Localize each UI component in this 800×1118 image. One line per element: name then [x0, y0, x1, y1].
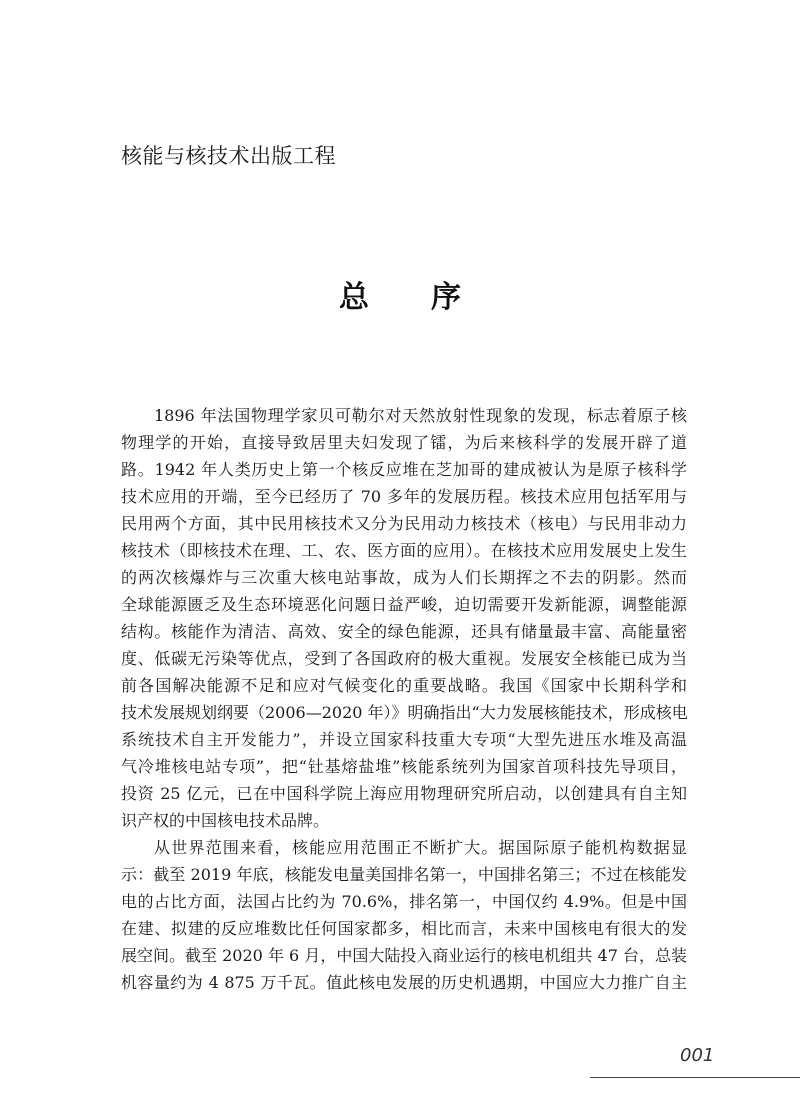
text-line: 全球能源匮乏及生态环境恶化问题日益严峻，迫切需要开发新能源，调整能源 [121, 595, 687, 614]
text-line: 系统技术自主开发能力”，并设立国家科技重大专项“大型先进压水堆及高温 [121, 730, 687, 749]
paragraph-1 [121, 402, 687, 834]
paragraph-2 [121, 834, 687, 996]
page-number: 001 [680, 1045, 715, 1066]
body-text [121, 402, 687, 996]
text-line: 技术发展规划纲要（2006—2020 年）》明确指出“大力发展核能技术，形成核电 [121, 703, 688, 722]
text-line: 的两次核爆炸与三次重大核电站事故，成为人们长期挥之不去的阴影。然而 [121, 568, 687, 587]
text-line: 电的占比方面，法国占比约为 70.6%，排名第一，中国仅约 4.9%。但是中国 [121, 892, 687, 911]
text-line: 机容量约为 4 875 万千瓦。值此核电发展的历史机遇期，中国应大力推广自主 [121, 973, 687, 992]
text-line: 结构。核能作为清洁、高效、安全的绿色能源，还具有储量最丰富、高能量密 [121, 622, 687, 641]
text-line: 民用两个方面，其中民用核技术又分为民用动力核技术（核电）与民用非动力 [121, 514, 687, 533]
footer-rule [590, 1077, 800, 1078]
text-line: 前各国解决能源不足和应对气候变化的重要战略。我国《国家中长期科学和 [121, 676, 687, 695]
title-char-2: 序 [431, 280, 461, 315]
text-line: 识产权的中国核电技术品牌。 [121, 811, 330, 830]
text-line: 示：截至 2019 年底，核能发电量美国排名第一，中国排名第三；不过在核能发 [121, 865, 687, 884]
text-line: 从世界范围来看，核能应用范围正不断扩大。据国际原子能机构数据显 [154, 838, 687, 857]
title-char-1: 总 [339, 280, 369, 315]
text-line: 物理学的开始，直接导致居里夫妇发现了镭，为后来核科学的发展开辟了道 [121, 433, 687, 452]
text-line: 展空间。截至 2020 年 6 月，中国大陆投入商业运行的核电机组共 47 台，总装 [121, 946, 687, 965]
text-line: 核技术（即核技术在理、工、农、医方面的应用）。在核技术应用发展史上发生 [121, 541, 687, 560]
text-line: 度、低碳无污染等优点，受到了各国政府的极大重视。发展安全核能已成为当 [121, 649, 687, 668]
series-title: 核能与核技术出版工程 [121, 144, 336, 168]
page-title [339, 272, 461, 316]
text-line: 技术应用的开端，至今已经历了 70 多年的发展历程。核技术应用包括军用与 [121, 487, 687, 506]
text-line: 路。1942 年人类历史上第一个核反应堆在芝加哥的建成被认为是原子核科学 [121, 460, 687, 479]
text-line: 投资 25 亿元，已在中国科学院上海应用物理研究所启动，以创建具有自主知 [121, 784, 687, 803]
text-line: 1896 年法国物理学家贝可勒尔对天然放射性现象的发现，标志着原子核 [154, 406, 687, 425]
text-line: 在建、拟建的反应堆数比任何国家都多，相比而言，未来中国核电有很大的发 [121, 919, 687, 938]
text-line: 气冷堆核电站专项”，把“钍基熔盐堆”核能系统列为国家首项科技先导项目， [121, 757, 687, 776]
